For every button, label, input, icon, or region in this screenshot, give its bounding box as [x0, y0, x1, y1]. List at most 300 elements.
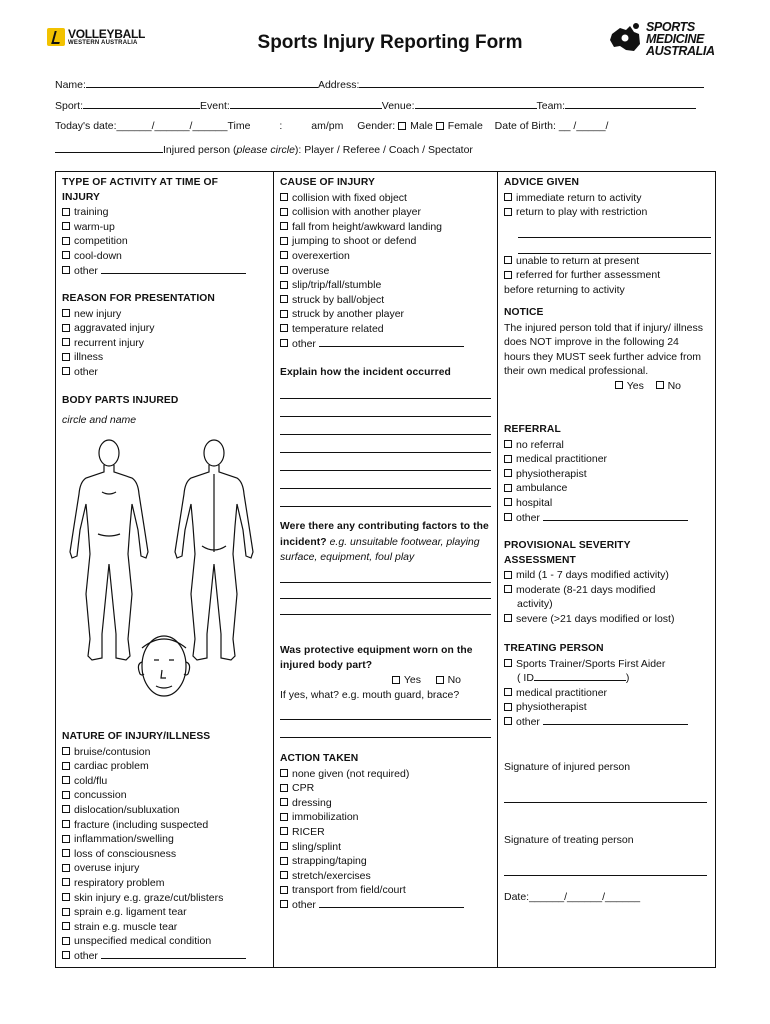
- contributing-title: Were there any contributing factors to the incident?: [280, 521, 489, 548]
- treating-id-field[interactable]: [534, 671, 626, 681]
- sma-logo-line3: AUSTRALIA: [646, 44, 715, 58]
- checkbox[interactable]: [62, 367, 70, 375]
- cause-option[interactable]: [280, 220, 491, 235]
- protective-yes-no: [280, 673, 491, 688]
- injured-person-options[interactable]: ): Player / Referee / Coach / Spectator: [294, 144, 473, 156]
- activity-title-line1: TYPE OF ACTIVITY AT TIME OF: [62, 177, 219, 188]
- other-field[interactable]: [101, 264, 246, 274]
- explain-line[interactable]: [280, 399, 491, 417]
- cause-option[interactable]: [280, 278, 491, 293]
- checkbox[interactable]: [280, 857, 288, 865]
- option-label: struck by ball/object: [292, 293, 385, 306]
- other-field[interactable]: [319, 337, 464, 347]
- signature-injured-section: [504, 760, 711, 803]
- option-label: concussion: [74, 789, 127, 802]
- option-label: strain e.g. muscle tear: [74, 920, 178, 933]
- signature-treating-section: [504, 833, 711, 876]
- option-label: bruise/contusion: [74, 745, 151, 758]
- cause-option[interactable]: [280, 264, 491, 279]
- gender-label: Gender:: [357, 120, 396, 132]
- checkbox[interactable]: [280, 266, 288, 274]
- action-section: [280, 752, 491, 913]
- reason-title: REASON FOR PRESENTATION: [62, 293, 215, 304]
- option-label: cool-down: [74, 249, 122, 262]
- explain-title: Explain how the incident occurred: [280, 367, 451, 378]
- other-field[interactable]: [319, 898, 464, 908]
- name-label: Name:: [55, 79, 86, 91]
- injured-person-field[interactable]: [55, 142, 163, 153]
- signature-injured-label: Signature of injured person: [504, 761, 631, 773]
- option-label: training: [74, 206, 109, 219]
- yes-label: Yes: [626, 379, 644, 392]
- no-label: No: [667, 379, 681, 392]
- option-label: other: [74, 949, 98, 962]
- other-field[interactable]: [543, 511, 688, 521]
- checkbox[interactable]: [280, 769, 288, 777]
- protective-line[interactable]: [280, 720, 491, 738]
- name-field[interactable]: [86, 77, 318, 88]
- checkbox[interactable]: [280, 310, 288, 318]
- referral-option[interactable]: [504, 467, 711, 482]
- time-colon[interactable]: :: [279, 120, 283, 132]
- nature-option[interactable]: [62, 891, 267, 906]
- yes-label: Yes: [403, 674, 421, 687]
- cause-option[interactable]: [280, 191, 491, 206]
- injured-person-row: [55, 142, 473, 156]
- cause-option[interactable]: [280, 307, 491, 322]
- cause-option[interactable]: [280, 234, 491, 249]
- checkbox[interactable]: [62, 266, 70, 274]
- australia-map-icon: [606, 20, 644, 58]
- checkbox[interactable]: [504, 585, 512, 593]
- nature-option[interactable]: [62, 832, 267, 847]
- treating-option[interactable]: [504, 715, 711, 730]
- checkbox[interactable]: [504, 717, 512, 725]
- advice-option[interactable]: [504, 191, 711, 206]
- contributing-section: [280, 519, 491, 615]
- severity-section: [504, 539, 711, 627]
- cause-option[interactable]: [280, 337, 491, 352]
- notice-section: [504, 306, 711, 394]
- name-address-row: [55, 77, 704, 91]
- checkbox[interactable]: [504, 484, 512, 492]
- checkbox[interactable]: [62, 353, 70, 361]
- notice-title: NOTICE: [504, 307, 544, 318]
- explain-line[interactable]: [280, 417, 491, 435]
- checkbox[interactable]: [280, 281, 288, 289]
- please-circle-text: please circle: [236, 144, 295, 156]
- treating-option[interactable]: [504, 686, 711, 701]
- referral-option[interactable]: [504, 511, 711, 526]
- nature-option[interactable]: [62, 803, 267, 818]
- checkbox[interactable]: [504, 703, 512, 711]
- referral-option[interactable]: [504, 438, 711, 453]
- event-label: Event:: [200, 100, 230, 112]
- option-label: ambulance: [516, 482, 568, 495]
- reason-section: [62, 292, 267, 380]
- date-section: [504, 890, 711, 905]
- advice-option[interactable]: [504, 268, 711, 283]
- nature-option[interactable]: [62, 847, 267, 862]
- checkbox[interactable]: [62, 338, 70, 346]
- date-of-birth-field[interactable]: Date of Birth: __ /_____/: [494, 120, 609, 132]
- checkbox[interactable]: [280, 222, 288, 230]
- activity-section: [62, 176, 267, 278]
- signature-treating-field[interactable]: [504, 848, 707, 876]
- contributing-example: e.g. unsuitable footwear, playing surface, equipment, foul play: [280, 535, 480, 564]
- checkbox[interactable]: [280, 900, 288, 908]
- treating-section: [504, 642, 711, 730]
- action-option[interactable]: [280, 825, 491, 840]
- option-label: RICER: [292, 825, 325, 838]
- option-label: other: [516, 511, 540, 524]
- checkbox[interactable]: [504, 659, 512, 667]
- option-label: new injury: [74, 307, 122, 320]
- option-label: physiotherapist: [516, 701, 587, 714]
- option-label: physiotherapist: [516, 467, 587, 480]
- checkbox[interactable]: [62, 908, 70, 916]
- checkbox[interactable]: [504, 614, 512, 622]
- option-label: loss of consciousness: [74, 847, 177, 860]
- yes-checkbox[interactable]: [615, 381, 623, 389]
- activity-option[interactable]: [62, 220, 267, 235]
- checkbox[interactable]: [62, 251, 70, 259]
- advice-continuation: before returning to activity: [504, 283, 625, 296]
- address-label: Address:: [317, 79, 360, 91]
- checkbox[interactable]: [280, 827, 288, 835]
- option-label: medical practitioner: [516, 453, 608, 466]
- option-label: sprain e.g. ligament tear: [74, 906, 187, 919]
- option-label: unspecified medical condition: [74, 935, 212, 948]
- checkbox[interactable]: [62, 222, 70, 230]
- option-label: stretch/exercises: [292, 869, 371, 882]
- notice-yes-no: [504, 379, 711, 394]
- checkbox[interactable]: [280, 324, 288, 332]
- form-title: Sports Injury Reporting Form: [257, 32, 523, 53]
- reason-option[interactable]: [62, 307, 267, 322]
- cause-option[interactable]: [280, 205, 491, 220]
- signature-injured-field[interactable]: [504, 775, 707, 803]
- cause-section: [280, 176, 491, 351]
- other-field[interactable]: [543, 715, 688, 725]
- column-left: [56, 172, 274, 967]
- checkbox[interactable]: [62, 237, 70, 245]
- action-option[interactable]: [280, 810, 491, 825]
- signature-treating-label: Signature of treating person: [504, 834, 634, 846]
- checkbox[interactable]: [280, 208, 288, 216]
- checkbox[interactable]: [504, 440, 512, 448]
- activity-option[interactable]: [62, 234, 267, 249]
- option-label: inflammation/swelling: [74, 833, 174, 846]
- checkbox[interactable]: [280, 842, 288, 850]
- action-option[interactable]: [280, 781, 491, 796]
- protective-question: If yes, what? e.g. mouth guard, brace?: [280, 688, 460, 701]
- no-checkbox[interactable]: [436, 676, 444, 684]
- referral-section: [504, 423, 711, 525]
- checkbox[interactable]: [504, 256, 512, 264]
- option-label: CPR: [292, 782, 315, 795]
- advice-option[interactable]: [504, 205, 711, 220]
- treating-id-row: [504, 671, 711, 686]
- venue-label: Venue:: [381, 100, 415, 112]
- nature-option[interactable]: [62, 949, 267, 964]
- action-option[interactable]: [280, 854, 491, 869]
- checkbox[interactable]: [62, 937, 70, 945]
- checkbox[interactable]: [62, 776, 70, 784]
- option-label: sling/splint: [292, 840, 342, 853]
- nature-option[interactable]: [62, 788, 267, 803]
- option-label: referred for further assessment: [516, 269, 661, 282]
- checkbox[interactable]: [504, 469, 512, 477]
- checkbox[interactable]: [504, 498, 512, 506]
- option-label: other: [74, 264, 98, 277]
- option-label: hospital: [516, 496, 553, 509]
- body-diagram[interactable]: [62, 434, 268, 710]
- vb-logo-line2: WESTERN AUSTRALIA: [68, 40, 138, 46]
- action-option[interactable]: [280, 767, 491, 782]
- option-label: warm-up: [74, 220, 115, 233]
- yes-checkbox[interactable]: [392, 676, 400, 684]
- checkbox[interactable]: [62, 309, 70, 317]
- option-label: illness: [74, 351, 104, 364]
- restriction-line[interactable]: [518, 238, 711, 254]
- body-front-icon: [70, 440, 148, 660]
- checkbox[interactable]: [62, 849, 70, 857]
- nature-section: [62, 730, 267, 964]
- protective-title: Was protective equipment worn on the injured body part?: [280, 645, 473, 671]
- date-row: [55, 120, 608, 132]
- checkbox[interactable]: [280, 886, 288, 894]
- explain-line[interactable]: [280, 435, 491, 453]
- treating-title: TREATING PERSON: [504, 643, 604, 654]
- option-label: overexertion: [292, 249, 350, 262]
- explain-line[interactable]: [280, 381, 491, 399]
- activity-option[interactable]: [62, 264, 267, 279]
- ampm-label: am/pm: [311, 120, 344, 132]
- nature-option[interactable]: [62, 861, 267, 876]
- option-label: struck by another player: [292, 308, 405, 321]
- nature-option[interactable]: [62, 920, 267, 935]
- option-label: fracture (including suspected: [74, 818, 209, 831]
- nature-option[interactable]: [62, 934, 267, 949]
- date-field[interactable]: Date:______/______/______: [504, 891, 641, 903]
- event-field[interactable]: [230, 98, 382, 109]
- activity-option[interactable]: [62, 205, 267, 220]
- option-label: overuse injury: [74, 862, 140, 875]
- venue-field[interactable]: [415, 98, 537, 109]
- option-label: fall from height/awkward landing: [292, 220, 442, 233]
- injured-person-label: Injured person (: [163, 144, 237, 156]
- cause-option[interactable]: [280, 293, 491, 308]
- checkbox[interactable]: [62, 791, 70, 799]
- no-checkbox[interactable]: [656, 381, 664, 389]
- checkbox[interactable]: [62, 893, 70, 901]
- checkbox[interactable]: [62, 762, 70, 770]
- option-label: overuse: [292, 264, 330, 277]
- checkbox[interactable]: [62, 820, 70, 828]
- action-option[interactable]: [280, 898, 491, 913]
- option-label: cold/flu: [74, 774, 108, 787]
- explain-line[interactable]: [280, 453, 491, 471]
- action-title: ACTION TAKEN: [280, 753, 359, 764]
- female-checkbox[interactable]: [436, 122, 444, 130]
- checkbox[interactable]: [504, 513, 512, 521]
- checkbox[interactable]: [280, 784, 288, 792]
- option-label: aggravated injury: [74, 322, 155, 335]
- reason-option[interactable]: [62, 350, 267, 365]
- explain-line[interactable]: [280, 471, 491, 489]
- severity-option[interactable]: [504, 583, 711, 598]
- option-label: competition: [74, 235, 128, 248]
- address-field[interactable]: [359, 77, 704, 88]
- checkbox[interactable]: [62, 208, 70, 216]
- option-label: mild (1 - 7 days modified activity): [516, 569, 669, 582]
- treating-option[interactable]: [504, 700, 711, 715]
- option-label: transport from field/court: [292, 884, 406, 897]
- action-option[interactable]: [280, 869, 491, 884]
- team-field[interactable]: [565, 98, 696, 109]
- severity-title-line1: PROVISIONAL SEVERITY: [504, 540, 631, 551]
- option-label: jumping to shoot or defend: [292, 235, 417, 248]
- severity-continuation: activity): [517, 598, 553, 611]
- form-body: [55, 171, 716, 968]
- checkbox[interactable]: [504, 271, 512, 279]
- option-label: medical practitioner: [516, 686, 608, 699]
- referral-option[interactable]: [504, 481, 711, 496]
- head-face-icon: [138, 636, 189, 696]
- checkbox[interactable]: [62, 805, 70, 813]
- cause-option[interactable]: [280, 322, 491, 337]
- checkbox[interactable]: [62, 951, 70, 959]
- nature-option[interactable]: [62, 818, 267, 833]
- male-checkbox[interactable]: [398, 122, 406, 130]
- todays-date-field[interactable]: Today's date:______/______/______Time: [55, 120, 251, 132]
- checkbox[interactable]: [280, 813, 288, 821]
- checkbox[interactable]: [280, 251, 288, 259]
- option-label: Sports Trainer/Sports First Aider: [516, 657, 666, 670]
- contributing-line[interactable]: [280, 583, 491, 599]
- referral-title: REFERRAL: [504, 424, 561, 435]
- column-middle: [274, 172, 498, 967]
- contributing-line[interactable]: [280, 565, 491, 583]
- option-label: dressing: [292, 796, 332, 809]
- nature-option[interactable]: [62, 905, 267, 920]
- restriction-line[interactable]: [518, 220, 711, 238]
- checkbox[interactable]: [62, 324, 70, 332]
- treating-option[interactable]: [504, 657, 711, 672]
- option-label: no referral: [516, 438, 564, 451]
- advice-option[interactable]: [504, 254, 711, 269]
- nature-option[interactable]: [62, 876, 267, 891]
- checkbox[interactable]: [280, 295, 288, 303]
- option-label: moderate (8-21 days modified: [516, 583, 656, 596]
- option-label: none given (not required): [292, 767, 410, 780]
- option-label: collision with another player: [292, 206, 421, 219]
- option-label: immobilization: [292, 811, 359, 824]
- checkbox[interactable]: [504, 455, 512, 463]
- option-label: collision with fixed object: [292, 191, 407, 204]
- option-label: other: [74, 365, 98, 378]
- contributing-line[interactable]: [280, 599, 491, 615]
- option-label: other: [292, 337, 316, 350]
- reason-option[interactable]: [62, 336, 267, 351]
- notice-text: The injured person told that if injury/ illness does NOT improve in the following 24 hours they MUST seek further advice from their own medical professional.: [504, 321, 704, 378]
- option-label: strapping/taping: [292, 855, 367, 868]
- option-label: immediate return to activity: [516, 191, 642, 204]
- sma-logo-line2: MEDICINE: [646, 32, 704, 46]
- checkbox[interactable]: [280, 237, 288, 245]
- option-label: dislocation/subluxation: [74, 803, 180, 816]
- nature-option[interactable]: [62, 759, 267, 774]
- checkbox[interactable]: [62, 864, 70, 872]
- referral-option[interactable]: [504, 496, 711, 511]
- nature-title: NATURE OF INJURY/ILLNESS: [62, 731, 211, 742]
- checkbox[interactable]: [504, 208, 512, 216]
- option-label: return to play with restriction: [516, 206, 648, 219]
- option-label: slip/trip/fall/stumble: [292, 279, 382, 292]
- sport-field[interactable]: [83, 98, 200, 109]
- checkbox[interactable]: [504, 571, 512, 579]
- treating-id-label: ( ID: [517, 672, 534, 685]
- checkbox[interactable]: [62, 878, 70, 886]
- explain-line[interactable]: [280, 489, 491, 507]
- checkbox[interactable]: [280, 339, 288, 347]
- nature-option[interactable]: [62, 745, 267, 760]
- body-back-icon: [175, 440, 253, 660]
- option-label: unable to return at present: [516, 254, 640, 267]
- body-parts-title: BODY PARTS INJURED: [62, 395, 179, 406]
- activity-option[interactable]: [62, 249, 267, 264]
- nature-option[interactable]: [62, 774, 267, 789]
- action-option[interactable]: [280, 883, 491, 898]
- option-label: temperature related: [292, 322, 384, 335]
- cause-option[interactable]: [280, 249, 491, 264]
- option-label: cardiac problem: [74, 760, 149, 773]
- checkbox[interactable]: [62, 835, 70, 843]
- referral-option[interactable]: [504, 452, 711, 467]
- body-parts-subtitle: circle and name: [62, 413, 137, 426]
- treating-id-close: ): [625, 672, 630, 685]
- reason-option[interactable]: [62, 365, 267, 380]
- other-field[interactable]: [101, 949, 246, 959]
- checkbox[interactable]: [504, 193, 512, 201]
- checkbox[interactable]: [62, 747, 70, 755]
- protective-line[interactable]: [280, 702, 491, 720]
- no-label: No: [447, 674, 461, 687]
- advice-section: [504, 176, 711, 298]
- form-header: [0, 0, 770, 72]
- severity-option[interactable]: [504, 568, 711, 583]
- sma-logo-line1: SPORTS: [646, 20, 695, 34]
- checkbox[interactable]: [280, 798, 288, 806]
- female-label: Female: [447, 120, 483, 132]
- checkbox[interactable]: [280, 193, 288, 201]
- checkbox[interactable]: [62, 922, 70, 930]
- action-option[interactable]: [280, 796, 491, 811]
- checkbox[interactable]: [280, 871, 288, 879]
- checkbox[interactable]: [504, 688, 512, 696]
- vb-logo-line1: VOLLEYBALL: [68, 27, 145, 41]
- activity-title-line2: INJURY: [62, 191, 100, 203]
- sport-row: [55, 98, 696, 112]
- explain-section: [280, 366, 491, 507]
- severity-option[interactable]: [504, 612, 711, 627]
- protective-section: [280, 644, 491, 738]
- action-option[interactable]: [280, 840, 491, 855]
- sport-label: Sport:: [55, 100, 84, 112]
- reason-option[interactable]: [62, 321, 267, 336]
- option-label: recurrent injury: [74, 336, 145, 349]
